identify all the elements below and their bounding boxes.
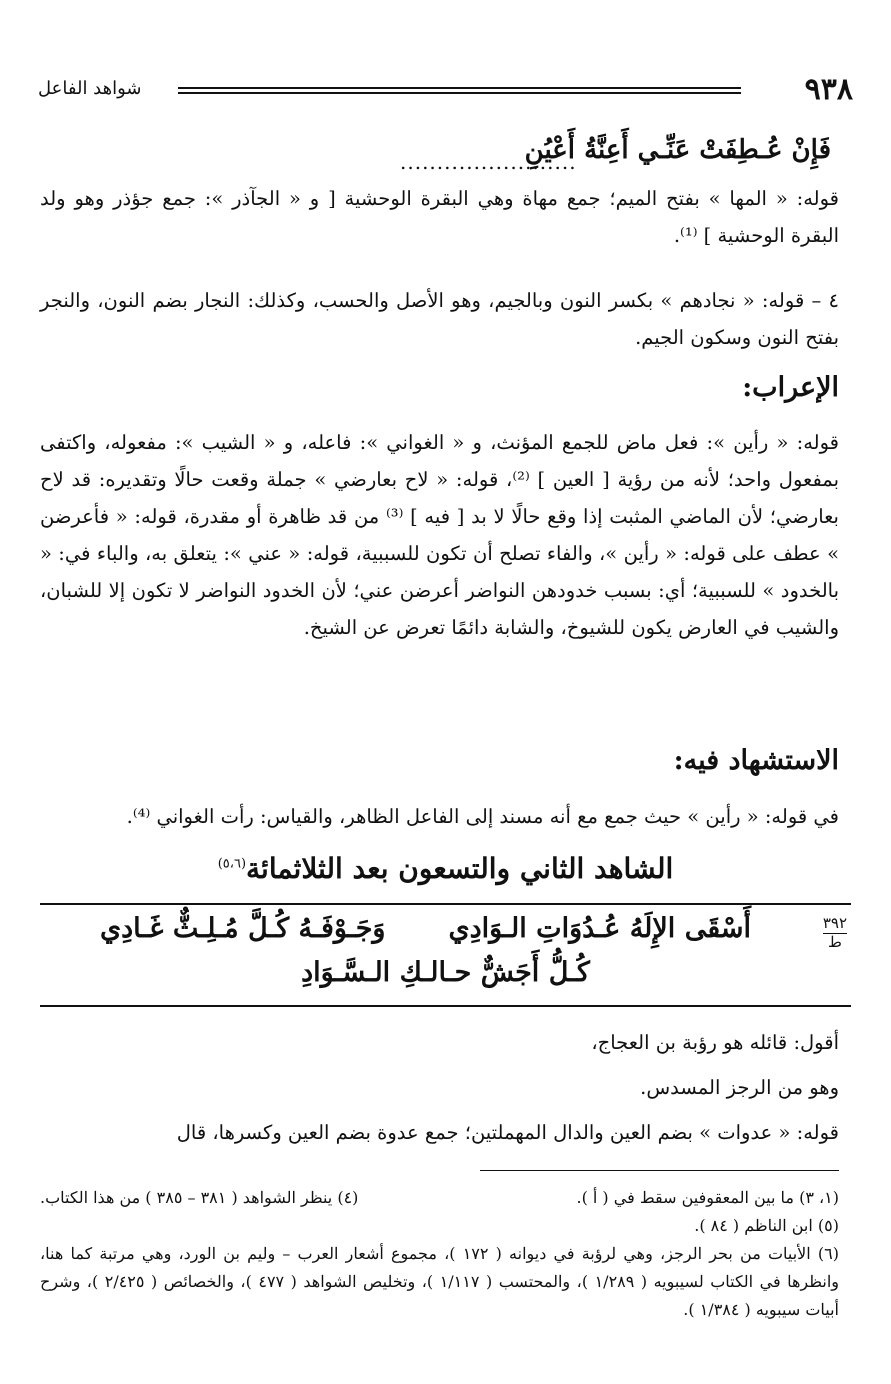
heading-irab: الإعراب: — [742, 372, 839, 403]
paragraph-author — [40, 1024, 839, 1151]
heading-istishhad: الاستشهاد فيه: — [673, 745, 839, 776]
running-header — [38, 66, 853, 108]
footnote-1-3: (١، ٣) ما بين المعقوفين سقط في ( أ ). — [576, 1188, 839, 1207]
footnote-row-1 — [40, 1184, 839, 1212]
verse-hemistich: فَإِنْ عُـطِفَتْ عَنِّـي أَعِنَّةُ أَعْيُنِ — [524, 135, 831, 165]
line-udwat: قوله: « عدوات » بضم العين والدال المهملتين؛ جمع عدوة بضم العين وكسرها، قال — [176, 1121, 839, 1144]
paragraph-maha: قوله: « المها » بفتح الميم؛ جمع مهاة وهي البقرة الوحشية [ و « الجآذر »: جمع جؤذر وهو ولد البقرة الوحشية ] ⁽¹⁾. — [40, 187, 839, 247]
line-author — [40, 1024, 839, 1061]
paragraph-irab: قوله: « رأين »: فعل ماض للجمع المؤنث، و « الغواني »: فاعله، و « الشيب »: مفعوله، واكتفى بمفعول واحد؛ لأنه من رؤية [ العين ] ⁽²⁾، قوله: « لاح بعارضي » جملة وقعت حالًا وتقديره: قد لاح بعارضي؛ لأن الماضي المثبت إذا وقع حالًا لا بد [ فيه ] ⁽³⁾ من قد ظاهرة أو مقدرة، قوله: « فأعرضن » عطف على قوله: « رأين »، والفاء تصلح أن تكون للسببية، قوله: « عني »: يتعلق به، والباء في: « بالخدود » للسببية؛ أي: بسبب خدودهن النواضر أعرضن عني؛ لأن الخدود النواضر لا تكون إلا للشبان، والشيب في العارض يكون للشيوخ، والشابة دائمًا تعرض عن الشيخ. — [40, 431, 840, 639]
verse-hemistich-1: أَسْقَى الإِلَهُ عُـدُوَاتِ الـوَادِي — [448, 913, 751, 944]
line-author-text: أقول: قائله هو رؤبة بن العجاج، — [591, 1031, 839, 1054]
verse-box — [40, 903, 851, 1007]
footnote-4: (٤) ينظر الشواهد ( ٣٨١ – ٣٨٥ ) من هذا الكتاب. — [40, 1188, 359, 1207]
verse-dots: ........................ — [400, 150, 577, 174]
header-rule — [178, 87, 741, 94]
footnote-5: (٥) ابن الناظم ( ٨٤ ). — [694, 1216, 839, 1235]
footnote-rule — [480, 1170, 839, 1171]
section-title: شواهد الفاعل — [38, 78, 142, 99]
verse-meter-mark: ط — [827, 933, 842, 951]
verse-number-value: ٣٩٢ — [822, 914, 847, 932]
verse-hemistich-3: كُـلُّ أَجَشٌّ حـالـكِ الـسَّـوَادِ — [301, 957, 590, 988]
shahid-title-text: الشاهد الثاني والتسعون بعد الثلاثمائة — [246, 852, 674, 885]
line-meter: وهو من الرجز المسدس. — [640, 1076, 839, 1099]
verse-hemistich-2: وَجَـوْفَـهُ كُـلَّ مُـلِـثٌّ غَـادِي — [100, 913, 386, 944]
verse-number — [823, 915, 847, 950]
shahid-footnote-ref: (٥،٦) — [217, 856, 247, 872]
page-number: ٩٣٨ — [804, 72, 853, 107]
footnote-6: (٦) الأبيات من بحر الرجز، وهي لرؤبة في ديوانه ( ١٧٢ )، مجموع أشعار العرب – وليم بن الورد، وهي مرتبة كما هنا، وانظرها في الكتاب لسيبويه ( ١/٢٨٩ )، والمحتسب ( ١/١١٧ )، وتخليص الشواهد ( ٤٧٧ )، والخصائص ( ٢/٤٢٥ )، وشرح أبيات سيبويه ( ١/٣٨٤ ). — [40, 1244, 840, 1319]
paragraph-istishhad: في قوله: « رأين » حيث جمع مع أنه مسند إلى الفاعل الظاهر، والقياس: رأت الغواني ⁽⁴⁾. — [126, 805, 839, 828]
footnotes — [40, 1184, 839, 1324]
paragraph-nijad: ٤ – قوله: « نجادهم » بكسر النون وبالجيم، وهو الأصل والحسب، وكذلك: النجار بضم النون، والنجر بفتح النون وسكون الجيم. — [40, 289, 839, 349]
shahid-title — [0, 852, 891, 885]
